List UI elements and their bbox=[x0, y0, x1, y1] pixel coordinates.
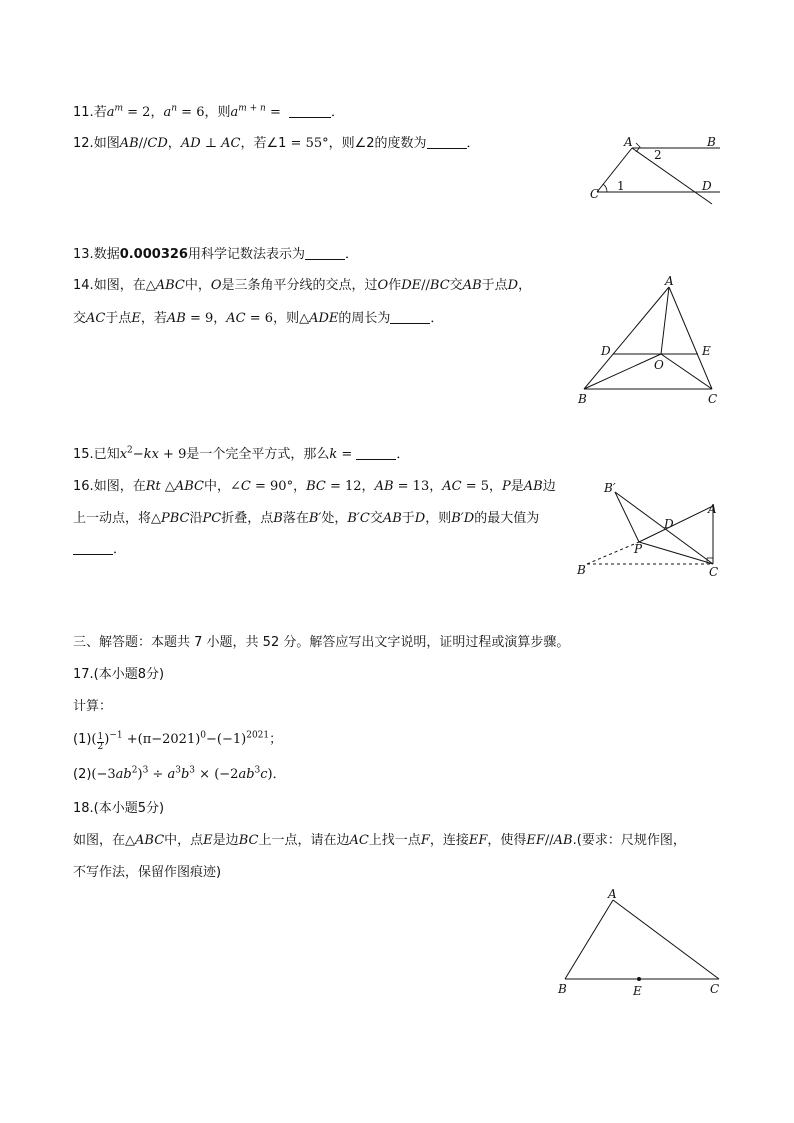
question-16-line-1: 16.如图，在Rt △ABC中，∠C = 90°，BC = 12，AB = 13，AC = 5，P是AB边 bbox=[73, 479, 556, 494]
fig12-label-A: A bbox=[624, 135, 633, 149]
question-16-line-2: 上一动点，将△PBC沿PC折叠，点B落在B′处，B′C交AB于D，则B′D的最大值为 bbox=[73, 511, 540, 526]
answer-blank[interactable] bbox=[73, 542, 113, 555]
fig12-label-B: B bbox=[707, 135, 716, 149]
figure-q18 bbox=[553, 885, 728, 1000]
question-14-line-2: 交AC于点E，若AB = 9，AC = 6，则△ADE的周长为 ． bbox=[73, 311, 444, 326]
fig16-label-C: C bbox=[709, 565, 719, 579]
fig14-label-A: A bbox=[665, 274, 674, 288]
question-18-header: 18.(本小题5分) bbox=[73, 801, 165, 816]
answer-blank[interactable] bbox=[305, 247, 345, 260]
question-15: 15.已知$x^2-kx + 9$是一个完全平方式，那么k = ． bbox=[73, 445, 410, 462]
figure-q16 bbox=[575, 478, 725, 583]
fig12-label-D: D bbox=[702, 179, 712, 193]
question-16-line-3: ． bbox=[73, 541, 126, 559]
fig14-label-C: C bbox=[708, 392, 718, 406]
question-17-header: 17.(本小题8分) bbox=[73, 667, 165, 682]
question-17-part-2: $(2)(-3ab^2)^3 \div a^3b^3 \times (-2ab^3c)$． bbox=[73, 765, 286, 782]
fig12-label-2: 2 bbox=[654, 148, 662, 162]
fig18-label-E: E bbox=[633, 984, 642, 998]
fig12-label-C: C bbox=[590, 187, 600, 201]
question-13: 13.数据0.000326用科学记数法表示为 ． bbox=[73, 247, 358, 262]
fig14-label-O: O bbox=[654, 358, 664, 372]
figure-q14 bbox=[572, 275, 727, 405]
answer-blank[interactable] bbox=[356, 447, 396, 460]
question-17-part-1: (1)( $\frac{1}{2}$ )$^{-1} +(\pi-2021)^0-(-1)^{2021}$； bbox=[73, 730, 283, 752]
question-14-line-1: 14.如图，在△ABC中，O是三条角平分线的交点，过O作DE//BC交AB于点D， bbox=[73, 278, 532, 293]
section-3-title: 三、解答题：本题共 7 小题，共 52 分。解答应写出文字说明，证明过程或演算步骤。 bbox=[73, 635, 570, 650]
answer-blank[interactable] bbox=[289, 105, 331, 118]
fig16-label-Bprime: B′ bbox=[604, 481, 616, 495]
answer-blank[interactable] bbox=[427, 136, 467, 149]
fig16-label-B: B bbox=[577, 563, 586, 577]
fig18-label-B: B bbox=[558, 982, 567, 996]
question-12: 12.如图AB//CD，AD ⊥ AC，若∠1 = 55°，则∠2的度数为 ． bbox=[73, 136, 480, 151]
fig14-label-B: B bbox=[578, 392, 587, 406]
question-17-intro: 计算： bbox=[73, 699, 113, 714]
question-18-line-1: 如图，在△ABC中，点E是边BC上一点，请在边AC上找一点F，连接EF，使得EF//AB.(要求：尺规作图， bbox=[73, 833, 686, 848]
fig12-label-1: 1 bbox=[617, 179, 625, 193]
question-18-line-2: 不写作法，保留作图痕迹) bbox=[73, 865, 222, 880]
fig18-label-A: A bbox=[608, 887, 617, 901]
fig14-label-D: D bbox=[601, 344, 611, 358]
fig16-label-P: P bbox=[634, 542, 643, 556]
fig18-label-C: C bbox=[710, 982, 720, 996]
fig14-label-E: E bbox=[702, 344, 711, 358]
answer-blank[interactable] bbox=[390, 311, 430, 324]
fig16-label-A: A bbox=[708, 502, 717, 516]
question-11: 11.若$a^m = 2$，$a^n = 6$，则$a^{m + n}$ = ． bbox=[73, 103, 345, 120]
fig16-label-D: D bbox=[664, 517, 674, 531]
figure-q12 bbox=[585, 130, 725, 210]
